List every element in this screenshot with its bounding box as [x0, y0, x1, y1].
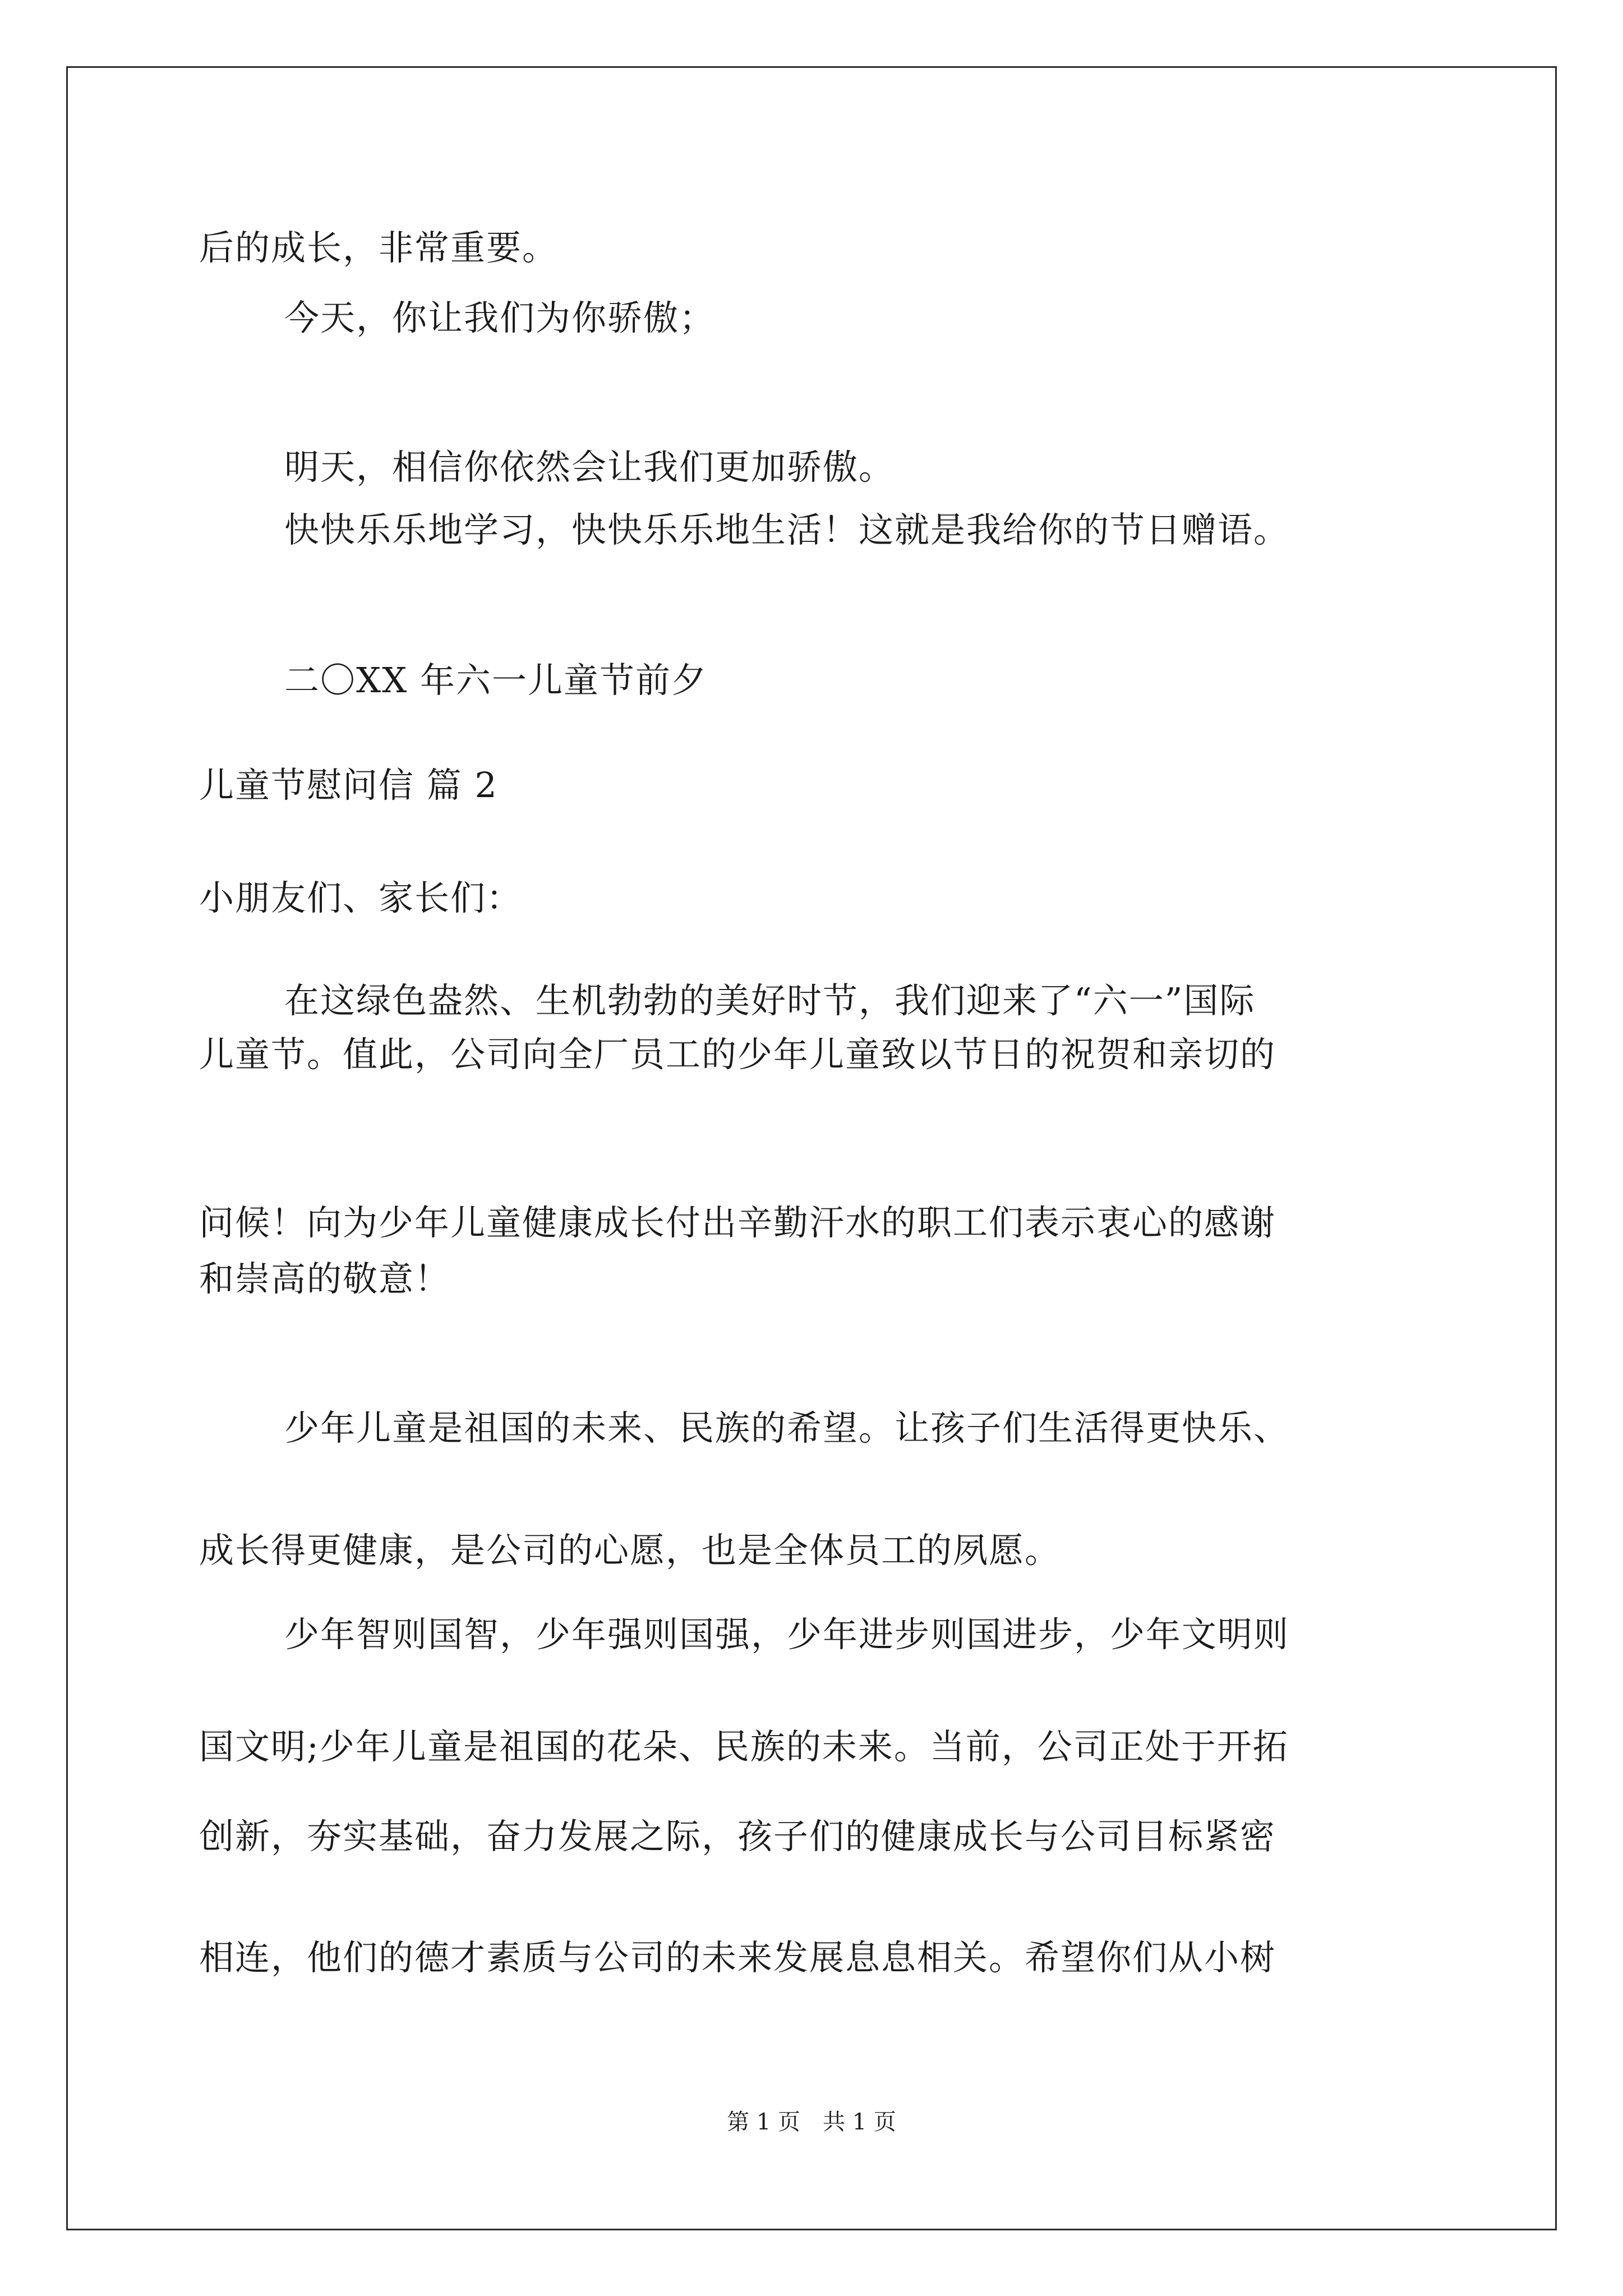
paragraph-line: 相连，他们的德才素质与公司的未来发展息息相关。希望你们从小树	[199, 1937, 1276, 1978]
paragraph-line: 成长得更健康，是公司的心愿，也是全体员工的夙愿。	[199, 1530, 1061, 1571]
salutation: 小朋友们、家长们：	[199, 877, 523, 918]
paragraph-line: 少年儿童是祖国的未来、民族的希望。让孩子们生活得更快乐、	[284, 1407, 1290, 1448]
paragraph-line: 国文明;少年儿童是祖国的花朵、民族的未来。当前，公司正处于开拓	[199, 1726, 1289, 1767]
section-heading: 儿童节慰问信 篇 2	[199, 765, 498, 806]
paragraph-line: 少年智则国智，少年强则国强，少年进步则国进步，少年文明则	[284, 1614, 1290, 1655]
signature-date: 二〇XX 年六一儿童节前夕	[284, 660, 707, 701]
paragraph-line: 问候！向为少年儿童健康成长付出辛勤汗水的职工们表示衷心的感谢	[199, 1202, 1276, 1243]
page-total: 共 1 页	[823, 2109, 896, 2135]
paragraph-line: 创新，夯实基础，奋力发展之际，孩子们的健康成长与公司目标紧密	[199, 1816, 1276, 1857]
page-number: 第 1 页	[727, 2109, 800, 2135]
paragraph-line: 今天，你让我们为你骄傲；	[284, 297, 716, 338]
paragraph-line: 和崇高的敬意！	[199, 1258, 451, 1299]
page-footer	[0, 2108, 1623, 2136]
page-border	[66, 66, 1557, 2230]
paragraph-line: 快快乐乐地学习，快快乐乐地生活！这就是我给你的节日赠语。	[284, 509, 1290, 550]
paragraph-line: 在这绿色盎然、生机勃勃的美好时节，我们迎来了“六一”国际	[284, 980, 1256, 1021]
paragraph-line: 明天，相信你依然会让我们更加骄傲。	[284, 447, 895, 487]
paragraph-line: 儿童节。值此，公司向全厂员工的少年儿童致以节日的祝贺和亲切的	[199, 1034, 1276, 1075]
paragraph-line: 后的成长，非常重要。	[199, 227, 559, 268]
